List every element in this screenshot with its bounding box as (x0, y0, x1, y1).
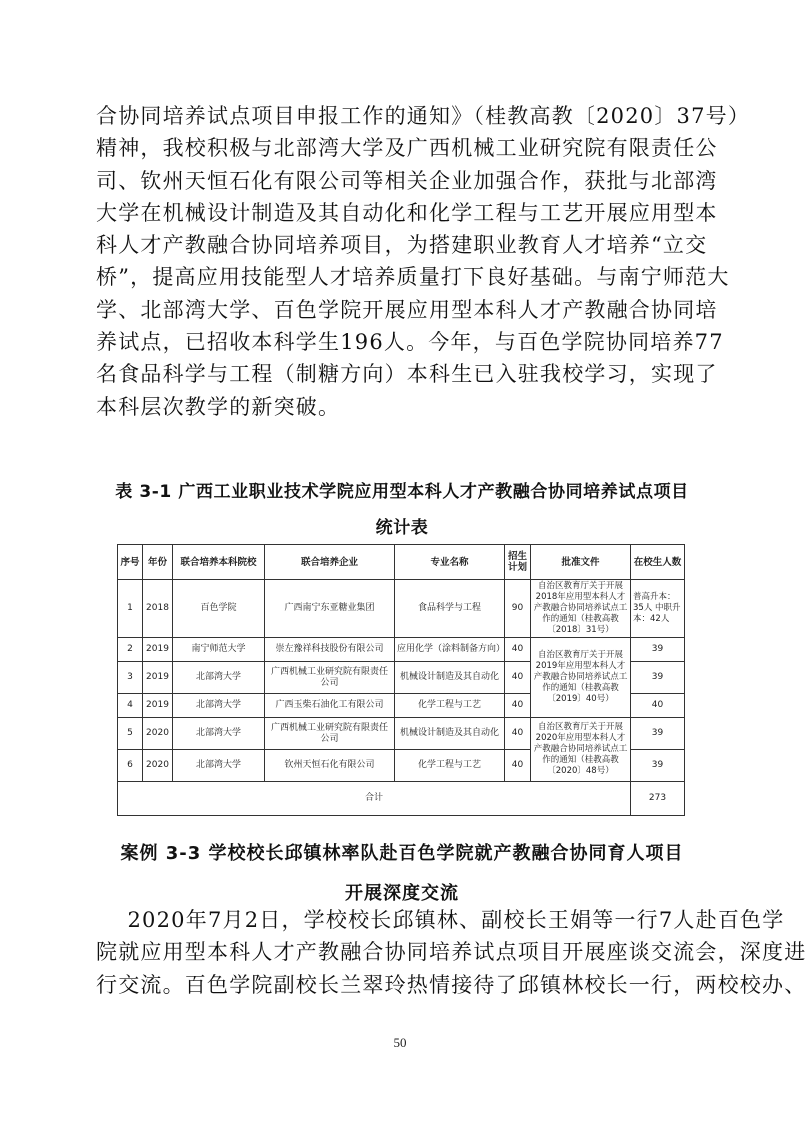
cell-plan: 40 (505, 662, 531, 694)
paragraph-line: 大学在机械设计制造及其自动化和化学工程与工艺开展应用型本 (96, 200, 718, 225)
cell-company: 崇左豫祥科技股份有限公司 (265, 638, 395, 662)
paragraph-line: 科人才产教融合协同培养项目，为搭建职业教育人才培养“立交 (96, 233, 708, 258)
paragraph-line: 桥”，提高应用技能型人才培养质量打下良好基础。与南宁师范大 (96, 265, 730, 290)
cell-major: 化学工程与工艺 (395, 750, 505, 782)
cell-plan: 40 (505, 694, 531, 718)
cell-document: 自治区教育厅关于开展2020年应用型本科人才产教融合协同培养试点工作的通知（桂教高教〔2020〕48号） (531, 718, 631, 782)
cell-students: 39 (631, 662, 685, 694)
cell-school: 北部湾大学 (173, 694, 265, 718)
page-number: 50 (393, 1035, 407, 1050)
cell-no: 4 (118, 694, 143, 718)
cell-no: 1 (118, 580, 143, 638)
total-value: 273 (631, 782, 685, 816)
table-header-row (118, 545, 685, 580)
cell-school: 北部湾大学 (173, 662, 265, 694)
header-year: 年份 (143, 545, 173, 580)
cell-plan: 40 (505, 638, 531, 662)
cell-school: 百色学院 (173, 580, 265, 638)
cell-year: 2020 (143, 750, 173, 782)
cell-year: 2019 (143, 662, 173, 694)
cell-company: 广西机械工业研究院有限责任公司 (265, 662, 395, 694)
table-caption (96, 474, 708, 546)
cell-major: 机械设计制造及其自动化 (395, 718, 505, 750)
table-row (118, 580, 685, 638)
case-heading (96, 834, 708, 914)
paragraph-line: 学、北部湾大学、百色学院开展应用型本科人才产教融合协同培 (96, 297, 718, 322)
header-document: 批准文件 (531, 545, 631, 580)
paragraph-line: 行交流。百色学院副校长兰翠玲热情接待了邱镇林校长一行，两校校办、 (96, 972, 806, 997)
table-row (118, 638, 685, 662)
cell-no: 5 (118, 718, 143, 750)
cell-company: 广西机械工业研究院有限责任公司 (265, 718, 395, 750)
cell-plan: 40 (505, 718, 531, 750)
cell-company: 钦州天恒石化有限公司 (265, 750, 395, 782)
total-label: 合计 (118, 782, 631, 816)
paragraph-line: 2020年7月2日，学校校长邱镇林、副校长王娟等一行7人赴百色学 (96, 908, 785, 932)
cell-school: 北部湾大学 (173, 718, 265, 750)
caption-line: 统计表 (375, 518, 429, 538)
cell-company: 广西南宁东亚糖业集团 (265, 580, 395, 638)
cell-year: 2018 (143, 580, 173, 638)
header-company: 联合培养企业 (265, 545, 395, 580)
cell-document: 自治区教育厅关于开展2019年应用型本科人才产教融合协同培养试点工作的通知（桂教高教〔2019〕40号） (531, 638, 631, 718)
heading-line: 开展深度交流 (345, 883, 459, 904)
cell-students: 39 (631, 718, 685, 750)
table-total-row (118, 782, 685, 816)
paragraph-line: 合协同培养试点项目申报工作的通知》（桂教高教〔2020〕37号） (96, 104, 751, 128)
paragraph-line: 司、钦州天恒石化有限公司等相关企业加强合作，获批与北部湾 (96, 168, 718, 193)
header-students: 在校生人数 (631, 545, 685, 580)
paragraph-line: 名食品科学与工程（制糖方向）本科生已入驻我校学习，实现了 (96, 362, 718, 387)
caption-line: 表 3-1 广西工业职业技术学院应用型本科人才产教融合协同培养试点项目 (115, 482, 689, 502)
paragraph-line: 精神，我校积极与北部湾大学及广西机械工业研究院有限责任公 (96, 136, 718, 161)
statistics-table (117, 544, 685, 816)
cell-major: 应用化学（涂料制备方向） (395, 638, 505, 662)
header-no: 序号 (118, 545, 143, 580)
cell-no: 3 (118, 662, 143, 694)
header-school: 联合培养本科院校 (173, 545, 265, 580)
paragraph-line: 养试点，已招收本科学生196人。今年，与百色学院协同培养77 (96, 330, 724, 355)
cell-major: 食品科学与工程 (395, 580, 505, 638)
cell-no: 2 (118, 638, 143, 662)
cell-plan: 90 (505, 580, 531, 638)
cell-students: 普高升本：35人 中职升本：42人 (631, 580, 685, 638)
cell-students: 40 (631, 694, 685, 718)
paragraph-line: 院就应用型本科人才产教融合协同培养试点项目开展座谈交流会，深度进 (96, 940, 806, 965)
header-major: 专业名称 (395, 545, 505, 580)
cell-major: 化学工程与工艺 (395, 694, 505, 718)
case-paragraph (96, 904, 806, 1001)
cell-year: 2019 (143, 638, 173, 662)
cell-no: 6 (118, 750, 143, 782)
heading-line: 案例 3-3 学校校长邱镇林率队赴百色学院就产教融合协同育人项目 (120, 843, 684, 864)
cell-year: 2020 (143, 718, 173, 750)
cell-students: 39 (631, 750, 685, 782)
cell-students: 39 (631, 638, 685, 662)
paragraph-line: 本科层次教学的新突破。 (96, 394, 341, 419)
cell-company: 广西玉柴石油化工有限公司 (265, 694, 395, 718)
cell-year: 2019 (143, 694, 173, 718)
cell-major: 机械设计制造及其自动化 (395, 662, 505, 694)
intro-paragraph (96, 100, 751, 423)
cell-plan: 40 (505, 750, 531, 782)
cell-school: 北部湾大学 (173, 750, 265, 782)
cell-school: 南宁师范大学 (173, 638, 265, 662)
cell-document: 自治区教育厅关于开展2018年应用型本科人才产教融合协同培养试点工作的通知（桂教高教〔2018〕31号） (531, 580, 631, 638)
header-plan: 招生计划 (505, 545, 531, 580)
table-row (118, 718, 685, 750)
